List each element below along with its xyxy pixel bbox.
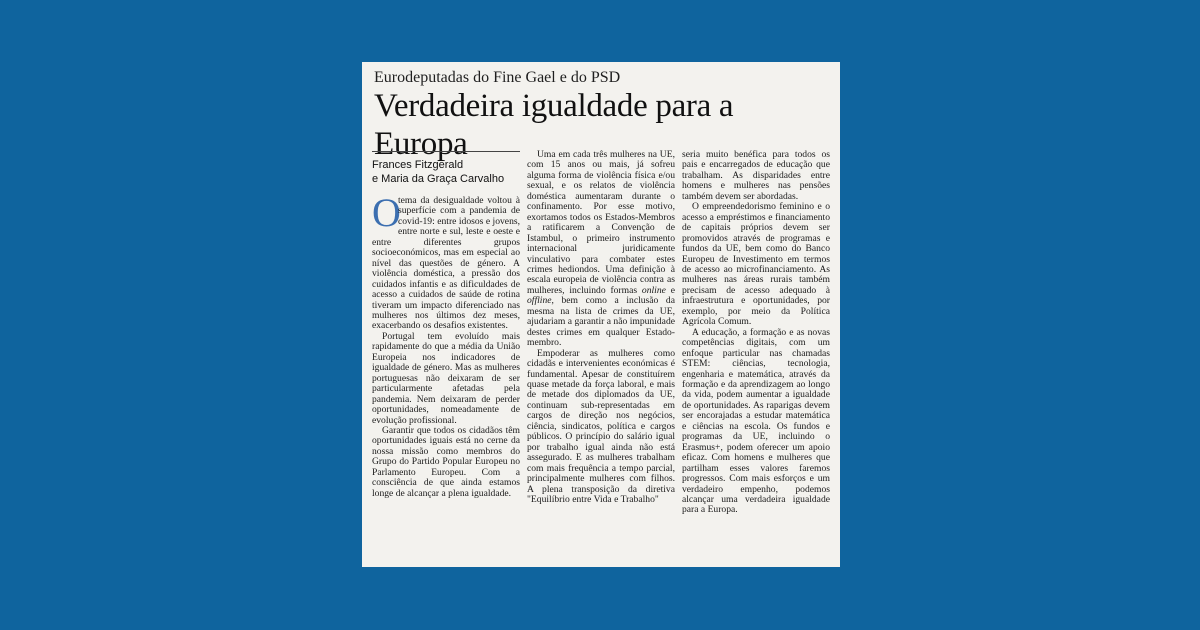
paragraph: O empreendedorismo feminino e o acesso a empréstimos e financiamento de capitais próprios devem ser promovidos através de programas e fundos da UE, bem como do Banco Europeu de Investimento em termos de acesso ao microfinanciamento. As mulheres nas áreas rurais também precisam de acesso adequado à infraestrutura e oportunidades, por exemplo, por meio da Política Agrícola Comum. — [682, 201, 830, 328]
article-headline: Verdadeira igualdade para a Europa — [374, 88, 734, 162]
column-2 — [527, 150, 675, 560]
paragraph-text: e — [670, 284, 675, 296]
drop-cap: O — [372, 190, 401, 235]
paragraph: Portugal tem evoluído mais rapidamente do que a média da União Europeia nos indicadores de igualdade de género. Mas as mulheres portuguesas não deixaram de ser particularmente afetadas pela pandemia. Nem deixaram de perder oportunidades, nomeadamente de evolução profissional. — [372, 330, 520, 426]
byline — [372, 158, 520, 186]
article-kicker: Eurodeputadas do Fine Gael e do PSD — [374, 69, 621, 86]
paragraph-text: Uma em cada três mulheres na UE, com 15 anos ou mais, já sofreu alguma forma de violência física e/ou sexual, e os relatos de violência doméstica aumentaram durante o confinamento. Por esse motivo, exortamos todos os Estados-Membros a ratificarem a Convenção de Istambul, o primeiro instrumento internacional juridicamente vinculativo para combater estes crimes hediondos. Uma definição à escala europeia de violência contra as mulheres, incluindo formas — [527, 149, 675, 296]
newspaper-clipping — [362, 62, 840, 567]
author-2: e Maria da Graça Carvalho — [372, 173, 505, 185]
column-1 — [372, 150, 520, 560]
author-1: Frances Fitzgerald — [372, 159, 464, 171]
paragraph-text: tema da desigualdade voltou à superfície com a pandemia de covid-19: entre idosos e jovens, entre norte e sul, leste e oeste e entre diferentes grupos socioeconómicos, mas em especial ao nível das questões de género. A violência doméstica, a pressão dos cuidados infantis e as dificuldades de acesso a cuidados de saúde de rotina tiveram um impacto diferenciado nas mulheres nos últimos dez meses, exacerbando os desafios existentes. — [372, 195, 520, 332]
paragraph: A educação, a formação e as novas competências digitais, com um enfoque particular nas chamadas STEM: ciências, tecnologia, engenharia e matemática, através da formação e da aprendizagem ao longo da vida, podem aumentar a igualdade de oportunidades. As raparigas devem ser encorajadas a estudar matemática e ciências na escola. Os fundos e programas da UE, incluindo o Erasmus+, podem oferecer um apoio eficaz. Com homens e mulheres que partilham esses valores faremos progressos. Com mais esforços e um verdadeiro empenho, podemos alcançar uma verdadeira igualdade para a Europa. — [682, 326, 830, 516]
byline-rule — [372, 151, 520, 152]
paragraph: Empoderar as mulheres como cidadãs e intervenientes económicas é fundamental. Apesar de constituírem quase metade da força laboral, e mais de metade dos diplomados da UE, continuam sub-representadas em cargos de direção nos negócios, ciência, sindicatos, política e cargos públicos. O princípio do salário igual por trabalho igual ainda não está assegurado. E as mulheres trabalham com mais frequência a tempo parcial, principalmente mulheres com filhos. A plena transposição da diretiva "Equilíbrio entre Vida e Trabalho" — [527, 347, 675, 505]
paragraph — [527, 150, 675, 349]
paragraph-text: , bem como a inclusão da mesma na lista de crimes da UE, ajudariam a garantir a não impunidade destes crimes em qualquer Estado-membro. — [527, 295, 675, 349]
article-columns — [372, 150, 830, 560]
italic-term: offline — [527, 295, 552, 307]
italic-term: online — [641, 284, 666, 296]
column-3 — [682, 150, 830, 560]
paragraph — [372, 190, 520, 332]
paragraph: Garantir que todos os cidadãos têm oportunidades iguais está no cerne da nossa missão como membros do Grupo do Partido Popular Europeu no Parlamento Europeu. Com a consciência de que ainda estamos longe de alcançar a plena igualdade. — [372, 424, 520, 499]
paragraph: seria muito benéfica para todos os pais e encarregados de educação que trabalham. As disparidades entre homens e mulheres nas pensões também devem ser abordadas. — [682, 149, 830, 202]
